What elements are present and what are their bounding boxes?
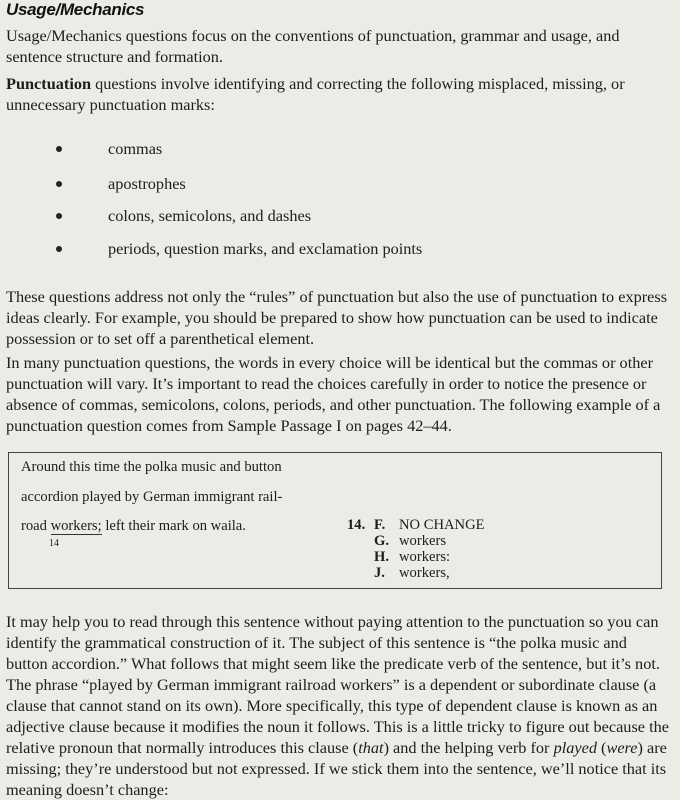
bullet-icon bbox=[56, 246, 62, 252]
underline-number: 14 bbox=[49, 538, 59, 549]
question-number: 14. bbox=[347, 517, 366, 533]
passage-line: Around this time the polka music and button bbox=[21, 459, 282, 475]
bullet-icon bbox=[56, 146, 62, 152]
underlined-portion: workers; bbox=[50, 518, 102, 534]
bullet-icon bbox=[56, 213, 62, 219]
intro-paragraph: Usage/Mechanics questions focus on the conventions of punctuation, grammar and usage, and sentence structure and formation. bbox=[6, 26, 620, 66]
choices-paragraph: In many punctuation questions, the words in every choice will be identical but the commas or other punctuation will vary. It’s important to read the choices carefully in order to notice the presence or absence of commas, semicolons, colons, periods, and other punctuation. The following example of a punctuation question comes from Sample Passage I on pages 42–44. bbox=[6, 353, 661, 435]
passage-line: accordion played by German immigrant rail- bbox=[21, 489, 283, 505]
analysis-paragraph: It may help you to read through this sentence without paying attention to the punctuation so you can identify the grammatical construction of it. The subject of this sentence is “the polka music and button accordion.” What follows that might seem like the predicate verb of the sentence, but it’s not. The phrase “played by German immigrant railroad workers” is a dependent or subordinate clause (a clause that cannot stand on its own). More specifically, this type of dependent clause is known as an adjective clause because it modifies the noun it follows. This is a little tricky to figure out because the relative pronoun that normally introduces this clause (that) and the helping verb for played (were) are missing; they’re understood but not expressed. If we stick them into the sentence, we’ll notice that its meaning doesn’t change: bbox=[6, 612, 669, 799]
punctuation-paragraph-text: questions involve identifying and correcting the following misplaced, missing, or unnecessary punctuation marks: bbox=[6, 74, 625, 114]
punctuation-paragraph bbox=[6, 73, 670, 115]
bullet-icon bbox=[56, 181, 62, 187]
example-question-box: Around this time the polka music and button accordion played by German immigrant rail- road workers; left their mark on waila. 14 14. F. NO CHANGE G. workers H. workers: J. workers, bbox=[8, 452, 662, 589]
textbook-page: Usage/Mechanics Usage/Mechanics questions focus on the conventions of punctuation, grammar and usage, and sentence structure and formation. Punctuation questions involve identifying and correcting the following misplaced, missing, or unnecessary punctuation marks: commas apostrophes colons, semicolons, and dashes periods, question marks, and exclamation points These questions address not only the “rules” of punctuation but also the use of punctuation to express ideas clearly. For example, you should be prepared to show how punctuation can be used to indicate possession or to set off a parenthetical element. In many punctuation questions, the words in every choice will be identical but the commas or other punctuation will vary. It’s important to read the choices carefully in order to notice the presence or absence of commas, semicolons, colons, periods, and other punctuation. The following example of a punctuation question comes from Sample Passage I on pages 42–44. Around this time the polka music and button accordion played by German immigrant rail- road workers; left their mark on waila. 14 14. F. NO CHANGE G. workers H. workers: J. workers, It may help you to read through this sentence without paying attention to the punctuation so you can identify the grammatical construction of it. The subject of this sentence is “the polka music and button accordion.” What follows that might seem like the predicate verb of the sentence, but it’s not. The phrase “played by German immigrant railroad workers” is a dependent or subordinate clause (a clause that cannot stand on its own). More specifically, this type of dependent clause is known as an adjective clause because it modifies the noun it follows. This is a little tricky to figure out because the relative pronoun that normally introduces this clause (that) and the helping verb for played (were) are missing; they’re understood but not expressed. If we stick them into the sentence, we’ll notice that its meaning doesn’t change: bbox=[6, 0, 669, 799]
passage-line: road workers; left their mark on waila. bbox=[21, 518, 246, 534]
section-heading: Usage/Mechanics bbox=[6, 0, 145, 19]
rules-paragraph: These questions address not only the “rules” of punctuation but also the use of punctuation to express ideas clearly. For example, you should be prepared to show how punctuation can be used to indicate possession or to set off a parenthetical element. bbox=[6, 287, 668, 348]
punctuation-term: Punctuation bbox=[6, 74, 92, 93]
